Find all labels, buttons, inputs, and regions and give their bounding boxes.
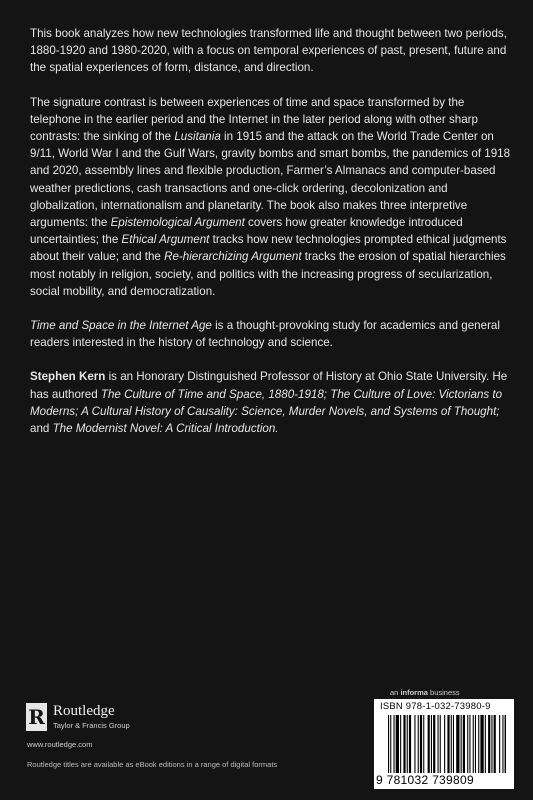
back-cover-blurb <box>30 25 515 454</box>
text: an <box>390 688 401 697</box>
prior-work: The Modernist Novel: A Critical Introduction. <box>52 422 279 436</box>
publisher-url: www.routledge.com <box>27 740 93 749</box>
barcode-bar <box>461 715 462 773</box>
argument-name: Re-hierarchizing Argument <box>164 250 302 264</box>
barcode-bar <box>488 715 490 773</box>
barcode-bar <box>400 715 401 773</box>
book-title: Time and Space in the Internet Age <box>30 319 212 333</box>
barcode-bar <box>418 715 419 773</box>
barcode-bar <box>480 715 483 773</box>
barcode-bar <box>420 715 422 773</box>
barcode-bar <box>499 715 500 773</box>
blurb-paragraph-1: This book analyzes how new technologies transformed life and thought between two periods, 1880-1920 and 1980-2020, with a focus on temporal experiences of past, present, future and the spatial experiences of form, distance, and direction. <box>30 27 507 75</box>
publisher-logo <box>26 703 130 731</box>
barcode-bar <box>431 715 432 773</box>
barcode-bar <box>475 715 476 773</box>
barcode-bar <box>467 715 468 773</box>
publisher-text <box>53 704 130 730</box>
text: is a thought-provoking study for academics and general readers interested in the history of technology and science. <box>30 319 500 350</box>
barcode-bar <box>505 715 506 773</box>
barcode-bar <box>491 715 492 773</box>
text: business <box>427 688 460 697</box>
barcode-bar <box>502 715 503 773</box>
barcode-bar <box>440 715 441 773</box>
ebook-note: Routledge titles are available as eBook editions in a range of digital formats <box>27 760 278 769</box>
barcode-bar <box>403 715 405 773</box>
barcode-bar <box>414 715 415 773</box>
isbn-label: ISBN 978-1-032-73980-9 <box>380 701 491 712</box>
barcode-bar <box>451 715 452 773</box>
barcode-bar <box>407 715 408 773</box>
barcode-bar <box>438 715 439 773</box>
argument-name: Epistemological Argument <box>110 216 245 230</box>
barcode-bar <box>444 715 445 773</box>
blurb-paragraph-2 <box>30 94 515 300</box>
prior-works: The Culture of Time and Space, 1880-1918; The Culture of Love: Victorians to Moderns; A Cultural History of Causality: Science, Murder Novels, and Systems of Thought; <box>30 387 503 418</box>
text: is an Honorary Distinguished Professor of History at Ohio State University. He has authored <box>30 370 508 401</box>
barcode-bar <box>423 715 424 773</box>
barcode-bar <box>428 715 430 773</box>
barcode-bar <box>396 715 399 773</box>
barcode-bar <box>447 715 449 773</box>
text: tracks the erosion of spatial hierarchies most notably in religion, society, and politics with the increasing progress of secularization, social mobility, and democratization. <box>30 250 506 298</box>
barcode-bar <box>473 715 474 773</box>
barcode-bar <box>456 715 459 773</box>
barcode-bar <box>485 715 486 773</box>
text: tracks how new technologies prompted ethical judgments about their value; and the <box>30 233 507 264</box>
informa-brand: informa <box>400 688 428 697</box>
barcode-bar <box>494 715 496 773</box>
text: covers how greater knowledge introduced uncertainties; the <box>30 216 463 247</box>
barcode-bar <box>409 715 411 773</box>
barcode-image <box>388 715 506 773</box>
publisher-name: Routledge <box>53 703 115 719</box>
barcode-digits: 9 781032 739809 <box>376 773 474 787</box>
text: The signature contrast is between experiences of time and space transformed by the telephone in the earlier period and the Internet in the later period along with other sharp contrasts: the sinking of the <box>30 95 478 144</box>
barcode-bar <box>388 715 389 773</box>
blurb-paragraph-3 <box>30 317 515 351</box>
routledge-logo-icon: R <box>26 703 47 731</box>
argument-name: Ethical Argument <box>121 233 210 247</box>
text: in 1915 and the attack on the World Trade Center on 9/11, World War I and the Gulf Wars, gravity bombs and smart bombs, the pandemics of 1918 and 2020, assembly lines and flexible production, Farmer’s Almanacs and computer-based weather predictions, cash transactions and one-click ordering, decolonization and globalization, internationalism and planetarity. The book also makes three interpretive arguments: the <box>30 130 511 230</box>
informa-business-tag <box>390 688 460 697</box>
author-name: Stephen Kern <box>30 370 106 384</box>
barcode-bar <box>469 715 470 773</box>
author-bio <box>30 368 515 437</box>
isbn-barcode-box <box>374 699 514 789</box>
barcode-bar <box>478 715 479 773</box>
text: and <box>30 422 53 436</box>
barcode-bar <box>463 715 465 773</box>
barcode-bar <box>453 715 454 773</box>
barcode-bar <box>394 715 395 773</box>
barcode-bar <box>390 715 391 773</box>
barcode-bar <box>433 715 435 773</box>
ship-name: Lusitania <box>174 130 221 144</box>
publisher-group: Taylor & Francis Group <box>53 721 130 730</box>
